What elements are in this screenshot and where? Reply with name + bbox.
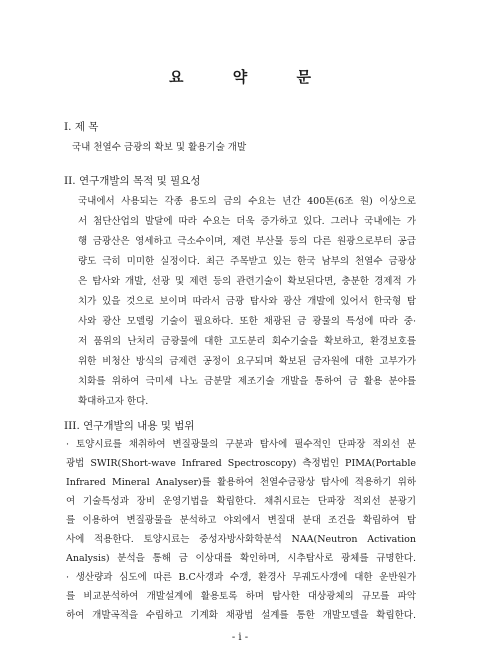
page-title: 요 약 문 <box>169 68 333 86</box>
section-2-line: 량도 극히 미미한 실정이다. 최근 주목받고 있는 한국 남부의 천열수 금광상 <box>78 256 416 267</box>
section-3-line: · 토양시료를 채취하여 변질광물의 구분과 탐사에 필수적인 단파장 적외선 분 <box>66 439 416 450</box>
section-2-line: 확대하고자 한다. <box>78 396 149 407</box>
section-3-line: 사에 적용한다. 토양시료는 중성자방사화학분석 NAA(Neutron Activation <box>66 534 416 545</box>
section-2-line: 치가 있을 것으로 보이며 따라서 금광 탐사와 광산 개발에 있어서 한국형 탐 <box>78 296 416 307</box>
section-2-line: 위한 비청산 방식의 금제련 공정이 요구되며 확보된 금자원에 대한 고부가가 <box>78 356 416 367</box>
section-3-heading: III. 연구개발의 내용 및 범위 <box>64 420 195 432</box>
section-3-line: 하여 개발곡적을 수립하고 기계화 채광법 설계를 통한 개발모델을 확립한다. <box>66 610 416 621</box>
section-3-line: Infrared Mineral Analyser)를 활용하여 천열수금광상 탐사에 적용하기 위하 <box>66 477 416 488</box>
section-3-line: 여 기술특성과 장비 운영기법을 확립한다. 채취시료는 단파장 적외선 분광기 <box>66 496 416 507</box>
section-2-line: 저 품위의 난처리 금광물에 대한 고도분리 회수기술을 확보하고, 환경보호를 <box>78 336 416 347</box>
section-2-line: 은 탐사와 개발, 선광 및 제련 등의 관련기술이 확보된다면, 충분한 경제적 가 <box>78 276 416 287</box>
section-3-line: 광법 SWIR(Short-wave Infrared Spectroscopy) 측정법인 PIMA(Portable <box>66 458 416 469</box>
section-3-line: · 생산량과 심도에 따른 B.C사갱과 수갱, 환경사 무궤도사갱에 대한 운반원가 <box>66 572 416 583</box>
section-3-line: Analysis) 분석을 통해 금 이상대를 확인하며, 시추탐사로 광체를 규명한다. <box>66 553 416 564</box>
section-1-line: 국내 천열수 금광의 확보 및 활용기술 개발 <box>72 142 247 153</box>
section-2-line: 서 첨단산업의 발달에 따라 수요는 더욱 증가하고 있다. 그러나 국내에는 가 <box>78 216 416 227</box>
section-3-line: 를 비교분석하여 개발설계에 활용토록 하며 탐사한 대상광체의 규모를 파악 <box>66 591 416 602</box>
section-2-line: 행 금광산은 영세하고 극소수이며, 제련 부산물 등의 다른 원광으로부터 공급 <box>78 236 416 247</box>
section-3-line: 를 이용하여 변질광물을 분석하고 야외에서 변질대 분대 조건을 확립하여 탐 <box>66 515 416 526</box>
section-2-heading: II. 연구개발의 목적 및 필요성 <box>64 175 201 187</box>
section-2-line: 국내에서 사용되는 각종 용도의 금의 수요는 년간 400톤(6조 원) 이상으로 <box>78 196 416 207</box>
section-2-line: 사와 광산 모델링 기술이 필요하다. 또한 채광된 금 광물의 특성에 따라 중· <box>78 316 416 327</box>
section-2-line: 치화를 위하여 극미세 나노 금분말 제조기술 개발을 통하여 금 활용 분야를 <box>78 376 416 387</box>
page-number: - i - <box>231 632 249 643</box>
section-1-heading: I. 제 목 <box>64 121 99 133</box>
